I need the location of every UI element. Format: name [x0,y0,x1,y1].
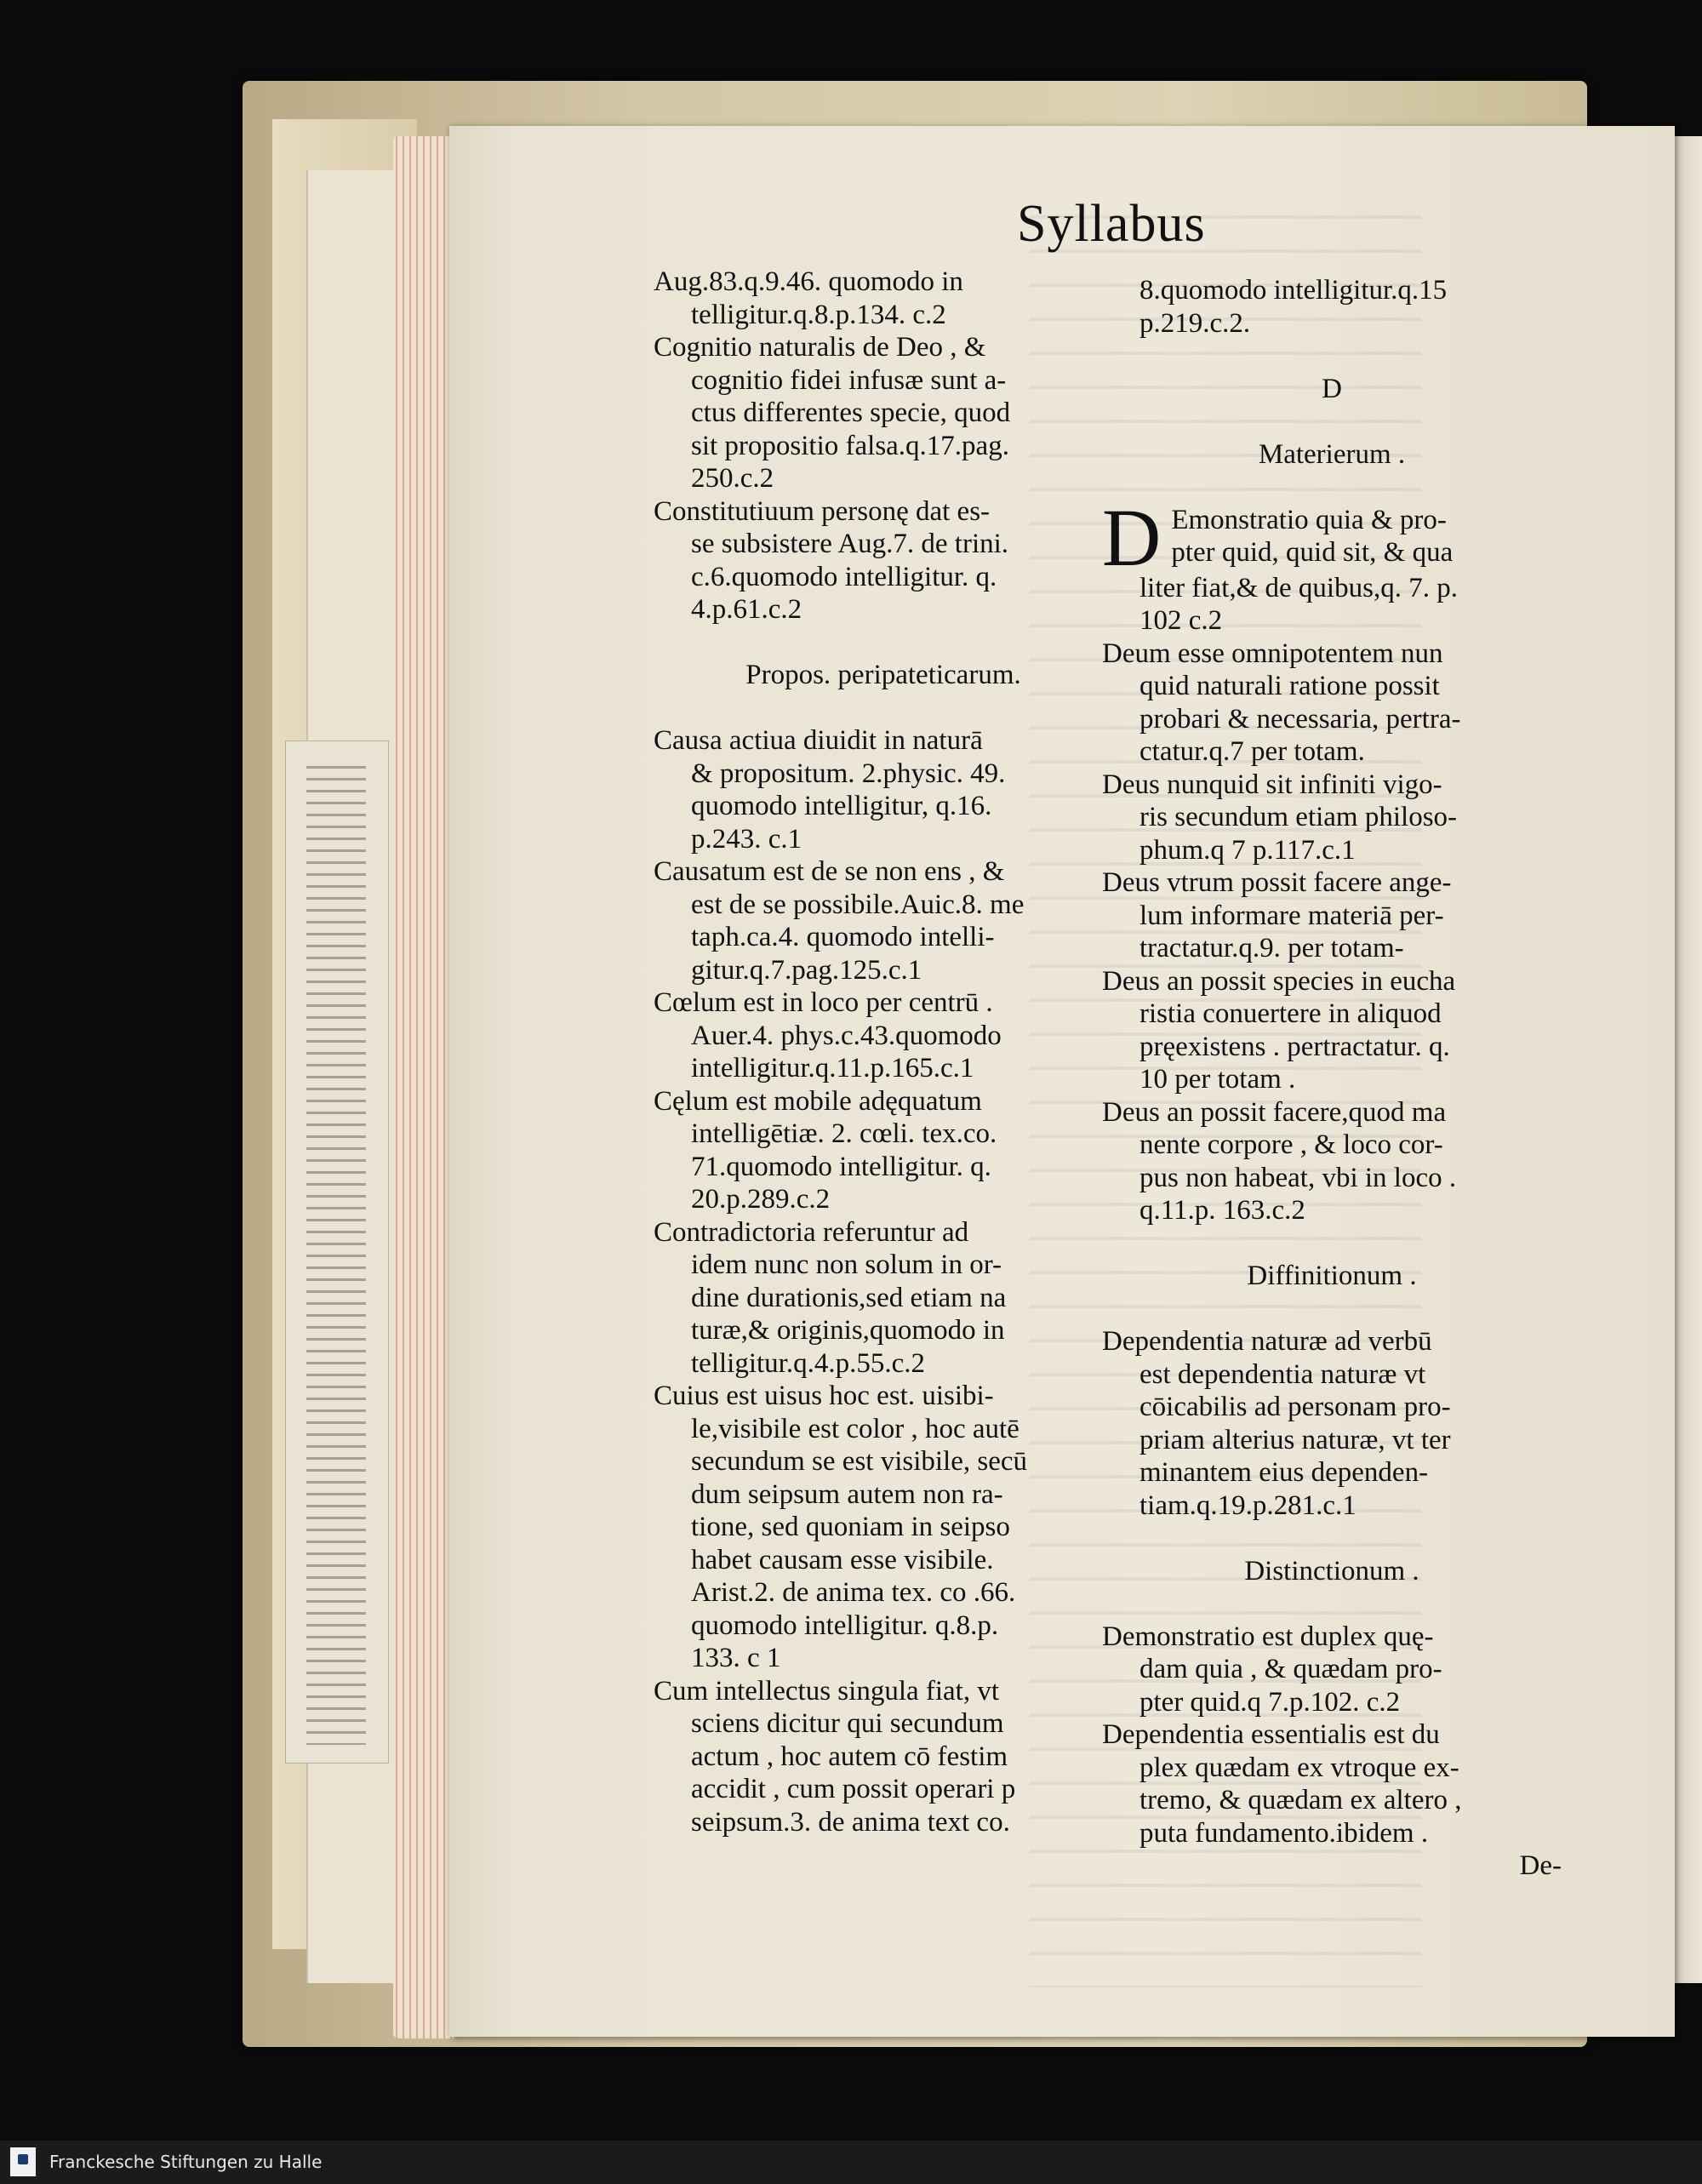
text-line: liter fiat,& de quibus,q. 7. p. [1139,572,1458,603]
text-line: 8.quomodo intelligitur.q.15 [1139,275,1448,306]
text-line [1102,1227,1562,1261]
text-line: Deum esse omnipotentem nun [1102,637,1443,669]
text-line: ctus differentes specie, quod [691,397,1011,428]
text-line: seipsum.3. de anima text co. [691,1806,1010,1838]
text-line: accidit , cum possit operari p [691,1774,1016,1804]
text-line: plex quædam ex vtroque ex- [1139,1752,1459,1783]
text-line: actum , hoc autem cō festim [691,1741,1008,1772]
footer-bar [0,2141,1702,2184]
text-line: pus non habeat, vbi in loco . [1139,1162,1457,1193]
text-line [1102,1587,1562,1621]
text-line: gitur.q.7.pag.125.c.1 [691,954,922,986]
text-line: pręexistens . pertractatur. q. [1139,1031,1450,1062]
text-line: Cuius est uisus hoc est. uisibi- [654,1381,994,1411]
right-column [1102,274,1562,1883]
text-line: c.6.quomodo intelligitur. q. [691,561,997,592]
text-line: Deus an possit facere,quod ma [1102,1096,1447,1128]
left-column [654,266,1113,1838]
text-line: idem nunc non solum in or- [691,1249,1002,1280]
text-line: dum seipsum autem non ra- [691,1478,1003,1510]
text-line: habet causam esse visibile. [691,1544,994,1575]
text-line: p.243. c.1 [691,823,802,855]
text-line: priam alterius naturæ, vt ter [1139,1424,1451,1455]
text-line: Constitutiuum personę dat es- [654,495,991,527]
text-line: Causatum est de se non ens , & [654,856,1005,887]
bookmark-ornament [306,766,366,1745]
text-line: ctatur.q.7 per totam. [1139,736,1365,767]
dropcap-letter: D [1102,503,1162,572]
text-line: ristia conuertere in aliquod [1139,998,1442,1029]
section-heading: Materierum . [1258,438,1406,470]
right-column-top [1102,274,1562,504]
text-line: secundum se est visibile, secū [691,1446,1028,1477]
text-line [1102,340,1562,373]
section-heading: Propos. peripateticarum. [745,660,1021,690]
page-edges [393,136,454,2038]
text-line: Dependentia naturæ ad verbū [1102,1326,1432,1357]
text-line: pter quid, quid sit, & qua [1171,537,1454,568]
text-line: intelligētiæ. 2. cœli. tex.co. [691,1118,997,1149]
text-line: 71.quomodo intelligitur. q. [691,1151,991,1182]
text-line: sciens dicitur qui secundum [691,1708,1004,1739]
text-line: tione, sed quoniam in seipso [691,1512,1010,1542]
text-line: telligitur.q.8.p.134. c.2 [691,299,946,330]
catchword: De- [1519,1850,1562,1881]
section-heading: D [1322,373,1342,404]
section-heading: Distinctionum . [1244,1555,1419,1587]
text-line: phum.q 7 p.117.c.1 [1139,834,1356,866]
text-line: Cęlum est mobile adęquatum [654,1085,982,1117]
text-line: Cum intellectus singula fiat, vt [654,1675,1000,1707]
right-column-lines [1102,572,1562,1883]
dropcap-paragraph [1102,504,1562,572]
text-line [654,626,1113,660]
text-line: telligitur.q.4.p.55.c.2 [691,1347,925,1379]
text-line: dine durationis,sed etiam na [691,1282,1007,1313]
text-line [654,692,1113,725]
text-line: Cognitio naturalis de Deo , & [654,332,986,363]
text-line [1102,405,1562,438]
text-line: cognitio fidei infusæ sunt a- [691,364,1007,396]
text-line: ris secundum etiam philoso- [1139,802,1458,832]
text-line: Cœlum est in loco per centrū . [654,987,993,1018]
text-line: & propositum. 2.physic. 49. [691,758,1006,789]
text-line: quomodo intelligitur, q.16. [691,791,992,821]
text-line: 10 per totam . [1139,1064,1296,1095]
text-line [1102,1293,1562,1326]
text-line: tractatur.q.9. per totam- [1139,933,1404,963]
text-line: quid naturali ratione possit [1139,671,1440,701]
text-line: le,visibile est color , hoc autē [691,1413,1019,1444]
section-heading: Diffinitionum . [1247,1261,1417,1291]
text-line: sit propositio falsa.q.17.pag. [691,430,1009,461]
text-line: lum informare materiā per- [1139,900,1444,931]
text-line: puta fundamento.ibidem . [1139,1817,1429,1849]
text-line: Aug.83.q.9.46. quomodo in [654,266,963,297]
text-line [1102,471,1562,504]
text-line: nente corpore , & loco cor- [1139,1129,1443,1160]
text-line: minantem eius dependen- [1139,1457,1429,1488]
text-line: Emonstratio quia & pro- [1171,504,1447,535]
text-line: Demonstratio est duplex quę- [1102,1621,1434,1652]
text-line: Auer.4. phys.c.43.quomodo [691,1020,1002,1051]
text-line: est de se possibile.Auic.8. me [691,889,1025,920]
text-line: pter quid.q 7.p.102. c.2 [1139,1686,1401,1718]
text-line: 4.p.61.c.2 [691,594,802,625]
text-line: Arist.2. de anima tex. co .66. [691,1577,1016,1608]
text-line: 102 c.2 [1139,605,1223,636]
institution-logo-icon [10,2147,36,2176]
text-line: Deus nunquid sit infiniti vigo- [1102,769,1442,800]
text-line: dam quia , & quædam pro- [1139,1654,1442,1684]
text-line: 20.p.289.c.2 [691,1184,831,1215]
text-line [1102,1522,1562,1555]
text-line: turæ,& originis,quomodo in [691,1315,1005,1346]
running-title: Syllabus [1017,195,1206,253]
text-line: q.11.p. 163.c.2 [1139,1195,1305,1226]
text-line: 133. c 1 [691,1643,781,1673]
text-line: quomodo intelligitur. q.8.p. [691,1609,999,1641]
text-line: cōicabilis ad personam pro- [1139,1392,1451,1422]
text-line: Deus an possit species in eucha [1102,965,1456,997]
text-line: Contradictoria referuntur ad [654,1216,969,1248]
text-line: intelligitur.q.11.p.165.c.1 [691,1053,974,1083]
text-line: taph.ca.4. quomodo intelli- [691,922,995,952]
text-line: tiam.q.19.p.281.c.1 [1139,1489,1356,1521]
text-line: se subsistere Aug.7. de trini. [691,529,1009,559]
text-line: probari & necessaria, pertra- [1139,703,1461,735]
text-line: Dependentia essentialis est du [1102,1719,1440,1750]
footer-institution: Franckesche Stiftungen zu Halle [49,2152,323,2172]
text-line: Causa actiua diuidit in naturā [654,725,983,756]
text-line: est dependentia naturæ vt [1139,1358,1426,1390]
text-line: p.219.c.2. [1139,307,1251,339]
text-line: Deus vtrum possit facere ange- [1102,867,1452,898]
text-line: tremo, & quædam ex altero , [1139,1785,1462,1815]
text-line: 250.c.2 [691,463,774,494]
